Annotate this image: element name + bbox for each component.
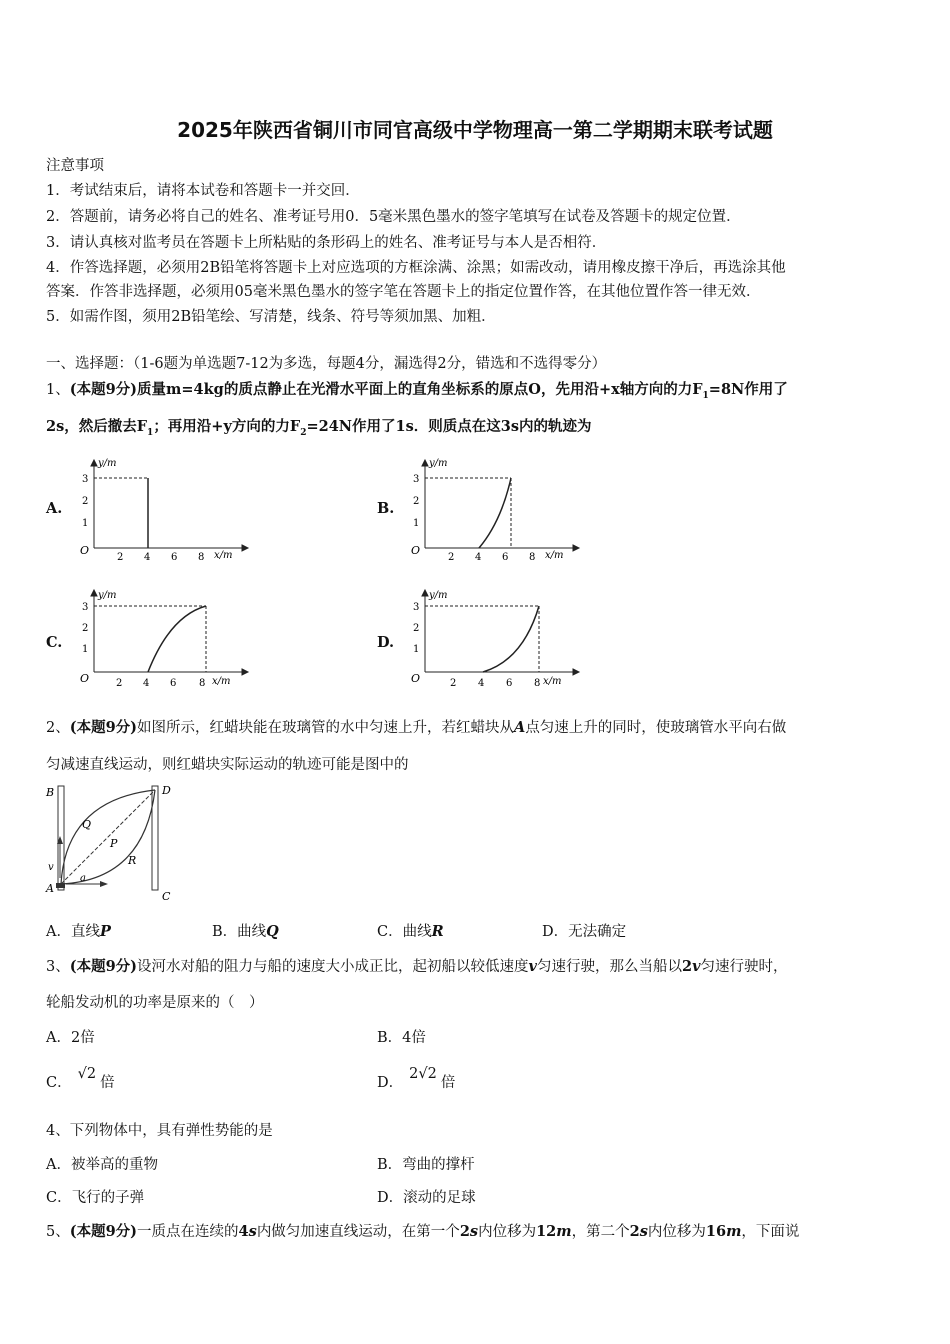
option-var: Q [266, 923, 279, 940]
unit: s [248, 1223, 257, 1240]
question-text: 一质点在连续的 [137, 1224, 239, 1240]
y-tick: 3 [82, 474, 89, 485]
graph-d [403, 588, 583, 703]
x-tick: 4 [143, 678, 150, 689]
y-tick: 1 [82, 518, 89, 529]
number: 12 [536, 1223, 557, 1240]
question-text: 2s，然后撤去F [46, 418, 148, 435]
question-1-line-2 [46, 415, 592, 438]
label-p: P [110, 837, 118, 850]
question-number: 3、 [46, 959, 70, 975]
var-v: v [692, 958, 701, 975]
question-number: 2、 [46, 720, 70, 736]
y-tick: 1 [413, 518, 420, 529]
option-a[interactable]: A．2倍 [46, 1030, 95, 1046]
question-3-line-1 [46, 955, 788, 976]
label-v: v [48, 862, 54, 873]
option-b[interactable] [212, 920, 279, 941]
option-label: A．直线 [46, 924, 100, 940]
option-label: C． [46, 1075, 72, 1091]
option-d[interactable]: D．滚动的足球 [377, 1190, 476, 1206]
y-tick: 2 [82, 496, 89, 507]
notes-heading: 注意事项 [46, 158, 104, 174]
x-tick: 2 [117, 552, 124, 563]
y-tick: 3 [413, 602, 420, 613]
option-c[interactable]: C．飞行的子弹 [46, 1190, 145, 1206]
question-text: ，第二个 [571, 1224, 630, 1240]
question-text: 如图所示，红蜡块能在玻璃管的水中匀速上升，若红蜡块从 [137, 720, 515, 736]
y-tick: 2 [413, 623, 420, 634]
number: 4 [238, 1223, 249, 1240]
question-text: 匀速行驶时， [700, 959, 788, 975]
option-var: R [431, 923, 444, 940]
origin-label: O [411, 672, 421, 685]
option-c[interactable] [46, 1066, 115, 1092]
trajectory [479, 478, 511, 548]
question-tag: (本题9分) [69, 1223, 138, 1240]
subscript: 2 [300, 427, 307, 438]
note-item: 5．如需作图，须用2B铅笔绘、写清楚，线条、符号等须加黑、加粗． [46, 309, 496, 325]
var-v: v [528, 958, 537, 975]
option-label[interactable]: C. [46, 634, 63, 651]
sqrt-value: √2 [77, 1066, 97, 1082]
x-tick: 8 [534, 678, 541, 689]
y-axis-label: y/m [429, 590, 448, 601]
point-label: A [514, 719, 526, 736]
question-text: ，下面说 [741, 1224, 800, 1240]
question-number: 1、 [46, 382, 70, 398]
x-tick: 8 [198, 552, 205, 563]
label-r: R [128, 854, 137, 867]
label-c: C [162, 890, 171, 903]
y-tick: 2 [82, 623, 89, 634]
trajectory [483, 606, 539, 672]
x-axis-label: x/m [543, 676, 562, 687]
question-tag: (本题9分) [69, 381, 138, 398]
option-c[interactable] [377, 920, 444, 941]
glass-tube-figure [44, 780, 184, 905]
option-unit: 倍 [100, 1075, 115, 1091]
question-2-line-2: 匀减速直线运动，则红蜡块实际运动的轨迹可能是图中的 [46, 757, 409, 773]
option-label: B．曲线 [212, 924, 267, 940]
question-1-line-1 [46, 378, 788, 401]
option-label: D．无法确定 [542, 924, 627, 940]
option-label[interactable]: B. [377, 500, 395, 517]
question-text: =8N作用了 [708, 381, 788, 398]
note-item: 1．考试结束后，请将本试卷和答题卡一并交回． [46, 183, 360, 199]
section-heading: 一、选择题：（1-6题为单选题7-12为多选，每题4分，漏选得2分，错选和不选得零分） [46, 356, 607, 372]
option-label: D． [377, 1075, 404, 1091]
x-tick: 6 [502, 552, 509, 563]
unit: s [639, 1223, 648, 1240]
y-tick: 3 [413, 474, 420, 485]
page-title: 2025年陕西省铜川市同官高级中学物理高一第二学期期末联考试题 [177, 118, 773, 142]
question-5-line-1 [46, 1220, 799, 1241]
x-tick: 2 [450, 678, 457, 689]
question-text: 匀速行驶，那么当船以 [536, 959, 682, 975]
question-tag: (本题9分) [69, 958, 138, 975]
question-4-stem: 4、下列物体中，具有弹性势能的是 [46, 1123, 273, 1139]
question-3-line-2: 轮船发动机的功率是原来的（ ） [46, 995, 264, 1011]
x-axis-label: x/m [214, 550, 233, 561]
x-tick: 6 [506, 678, 513, 689]
graph-b [403, 452, 583, 567]
x-tick: 4 [475, 552, 482, 563]
label-q: Q [82, 818, 92, 831]
y-axis-label: y/m [98, 458, 117, 469]
axes [91, 460, 248, 551]
question-tag: (本题9分) [69, 719, 138, 736]
origin-label: O [80, 544, 90, 557]
question-text: 点匀速上升的同时，使玻璃管水平向右做 [525, 720, 787, 736]
question-text: 内做匀加速直线运动，在第一个 [256, 1224, 460, 1240]
y-axis-label: y/m [429, 458, 448, 469]
option-unit: 倍 [440, 1075, 456, 1091]
note-item: 2．答题前，请务必将自己的姓名、准考证号用0．5毫米黑色墨水的签字笔填写在试卷及答题卡的规定位置． [46, 209, 741, 225]
x-tick: 8 [199, 678, 206, 689]
axes [422, 590, 579, 675]
label-a: A [46, 882, 54, 895]
tube-left [58, 786, 64, 890]
option-label[interactable]: A. [46, 500, 63, 517]
option-a[interactable]: A．被举高的重物 [46, 1157, 158, 1173]
number: 2 [629, 1223, 640, 1240]
number: 16 [705, 1223, 727, 1240]
question-text: 设河水对船的阻力与船的速度大小成正比，起初船以较低速度 [137, 959, 529, 975]
x-tick: 6 [170, 678, 177, 689]
option-label[interactable]: D. [377, 634, 395, 651]
label-a-accel: a [80, 873, 86, 884]
x-tick: 8 [529, 552, 536, 563]
option-d[interactable] [542, 920, 626, 941]
question-2-line-1 [46, 716, 786, 737]
unit: s [469, 1223, 479, 1240]
sqrt-value: 2√2 [409, 1066, 437, 1082]
option-d[interactable] [377, 1066, 456, 1092]
option-b[interactable]: B．弯曲的撑杆 [377, 1157, 475, 1173]
coef: 2 [681, 958, 693, 975]
question-text: 内位移为 [478, 1224, 537, 1240]
question-text: ；再用沿+y方向的力F [153, 418, 301, 435]
x-axis-label: x/m [545, 550, 564, 561]
x-tick: 2 [448, 552, 455, 563]
trajectory [148, 606, 206, 672]
label-b: B [46, 786, 55, 799]
option-var: P [99, 923, 111, 940]
x-tick: 4 [478, 678, 485, 689]
number: 2 [459, 1223, 470, 1240]
y-axis-label: y/m [98, 590, 117, 601]
x-tick: 2 [116, 678, 123, 689]
question-text: =24N作用了1s．则质点在这3s内的轨迹为 [306, 418, 592, 435]
y-tick: 3 [82, 602, 89, 613]
unit: m [726, 1223, 742, 1240]
graph-a [72, 452, 252, 567]
option-b[interactable]: B．4倍 [377, 1030, 426, 1046]
note-item: 答案．作答非选择题，必须用05毫米黑色墨水的签字笔在答题卡上的指定位置作答，在其他位置作答一律无效． [46, 284, 761, 300]
note-item: 3．请认真核对监考员在答题卡上所粘贴的条形码上的姓名、准考证号与本人是否相符． [46, 235, 607, 251]
question-text: 质量m=4kg的质点静止在光滑水平面上的直角坐标系的原点O，先用沿+x轴方向的力F [137, 381, 703, 398]
y-tick: 1 [82, 644, 89, 655]
axes [422, 460, 579, 551]
unit: m [556, 1223, 572, 1240]
y-tick: 2 [413, 496, 420, 507]
note-item: 4．作答选择题，必须用2B铅笔将答题卡上对应选项的方框涂满、涂黑；如需改动，请用橡皮擦干净后，再选涂其他 [46, 260, 786, 276]
origin-label: O [411, 544, 421, 557]
option-a[interactable] [46, 920, 111, 941]
y-tick: 1 [413, 644, 420, 655]
label-d: D [162, 784, 171, 797]
x-tick: 6 [171, 552, 178, 563]
question-number: 5、 [46, 1224, 70, 1240]
option-label: C．曲线 [377, 924, 432, 940]
x-tick: 4 [144, 552, 151, 563]
subscript: 1 [702, 390, 709, 401]
x-axis-label: x/m [212, 676, 231, 687]
origin-label: O [80, 672, 90, 685]
question-text: 内位移为 [647, 1224, 706, 1240]
graph-c [72, 588, 252, 703]
subscript: 1 [147, 427, 154, 438]
